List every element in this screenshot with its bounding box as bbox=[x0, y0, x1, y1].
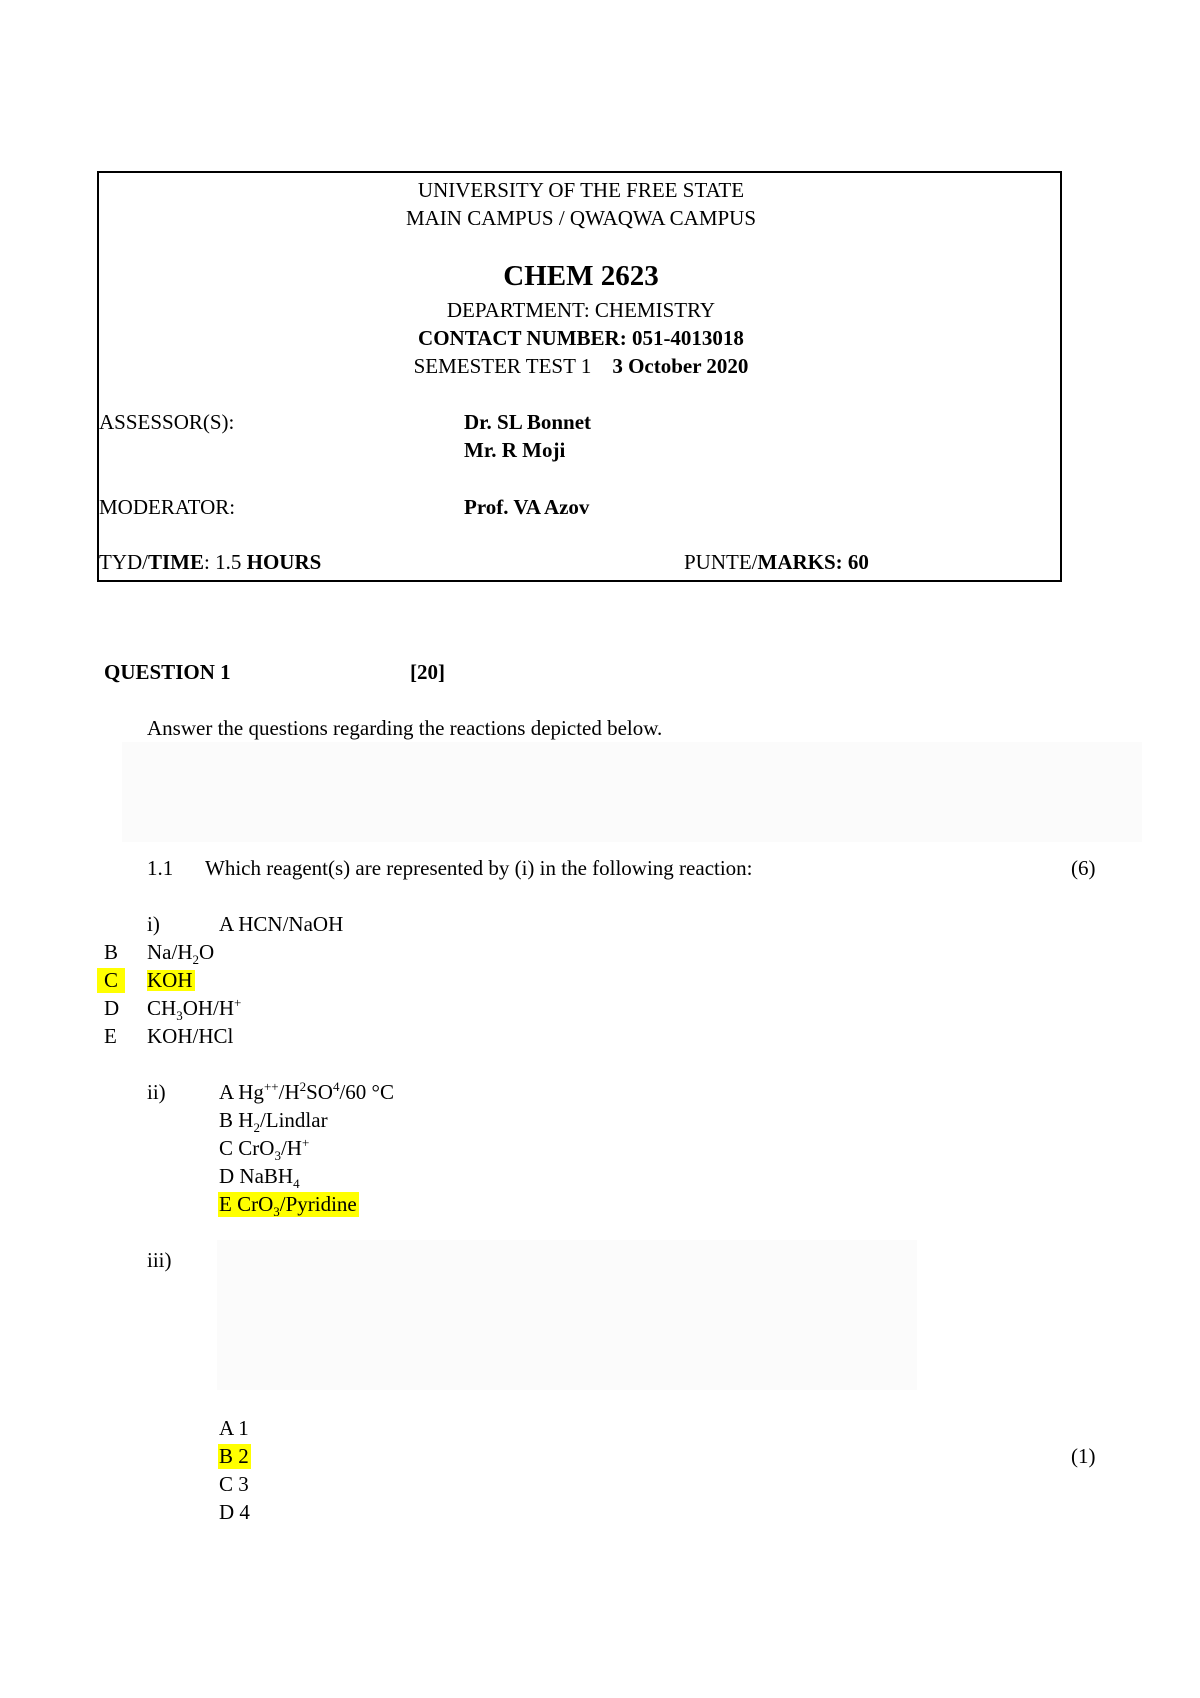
marks-line bbox=[684, 552, 869, 573]
part-ii-option-a: A $Hg^{++}/H^2SO^4/60$ °C bbox=[219, 1079, 394, 1104]
question-marks: [20] bbox=[410, 660, 445, 684]
question-title: QUESTION 1 bbox=[104, 660, 231, 684]
course-code: CHEM 2623 bbox=[503, 260, 659, 292]
question-instruction: Answer the questions regarding the reactions depicted below. bbox=[147, 716, 663, 740]
part-i-option-c-letter: C bbox=[104, 968, 119, 992]
marks-prefix: PUNTE/ bbox=[684, 550, 758, 574]
assessor-1: Dr. SL Bonnet bbox=[464, 410, 592, 434]
test-date: 3 October 2020 bbox=[612, 354, 749, 378]
part-i-option-a: A HCN/NaOH bbox=[219, 912, 344, 936]
part-ii-option-e: E CrO$_3$/Pyridine bbox=[219, 1192, 357, 1220]
part-i-option-b-letter: B bbox=[104, 940, 119, 964]
campus-name: MAIN CAMPUS / QWAQWA CAMPUS bbox=[405, 206, 757, 230]
q1-1-number: 1.1 bbox=[147, 856, 174, 880]
part-ii-option-d: D NaBH$_4$ bbox=[219, 1164, 300, 1192]
department: DEPARTMENT: CHEMISTRY bbox=[446, 298, 716, 322]
time-line bbox=[99, 552, 321, 573]
part-iii-option-d: D 4 bbox=[219, 1500, 250, 1524]
q1-1-marks: (6) bbox=[1071, 856, 1096, 880]
part-iii-option-a: A 1 bbox=[219, 1416, 249, 1440]
part-i-option-b: $Na/H_2O$ bbox=[147, 940, 215, 968]
time-value: : 1.5 bbox=[204, 550, 247, 574]
part-iii-option-b: B 2 bbox=[219, 1444, 249, 1468]
part-i-label: i) bbox=[147, 912, 160, 936]
test-label: SEMESTER TEST 1 bbox=[413, 354, 592, 378]
part-i-option-d-letter: D bbox=[104, 996, 120, 1020]
assessor-label: ASSESSOR(S): bbox=[99, 410, 235, 434]
moderator: Prof. VA Azov bbox=[464, 495, 590, 519]
part-i-option-e-letter: E bbox=[104, 1024, 117, 1048]
part-i-option-d: $CH_3OH/H^+$ bbox=[147, 995, 242, 1024]
university-name: UNIVERSITY OF THE FREE STATE bbox=[417, 178, 745, 202]
part-ii-option-b: B $H_2$/Lindlar bbox=[219, 1108, 328, 1136]
reaction-scheme-image bbox=[122, 742, 1142, 842]
part-i-option-c: KOH bbox=[147, 968, 193, 992]
assessor-2: Mr. R Moji bbox=[464, 438, 566, 462]
moderator-label: MODERATOR: bbox=[99, 495, 236, 519]
part-iii-structure-image bbox=[217, 1240, 917, 1390]
part-iii-option-c: C 3 bbox=[219, 1472, 249, 1496]
time-label: TIME bbox=[148, 550, 205, 574]
part-iii-marks: (1) bbox=[1071, 1444, 1096, 1468]
test-info bbox=[97, 356, 1065, 377]
time-unit: HOURS bbox=[246, 550, 322, 574]
time-prefix: TYD/ bbox=[99, 550, 148, 574]
part-i-option-e: KOH/HCl bbox=[147, 1024, 234, 1048]
marks-label: MARKS: 60 bbox=[757, 550, 869, 574]
part-ii-option-c: C CrO$_3$/H+ bbox=[219, 1135, 310, 1164]
part-ii-label: ii) bbox=[147, 1080, 166, 1104]
q1-1-text: Which reagent(s) are represented by (i) in the following reaction: bbox=[205, 856, 753, 880]
contact-number: CONTACT NUMBER: 051-4013018 bbox=[418, 326, 744, 350]
part-iii-label: iii) bbox=[147, 1248, 172, 1272]
